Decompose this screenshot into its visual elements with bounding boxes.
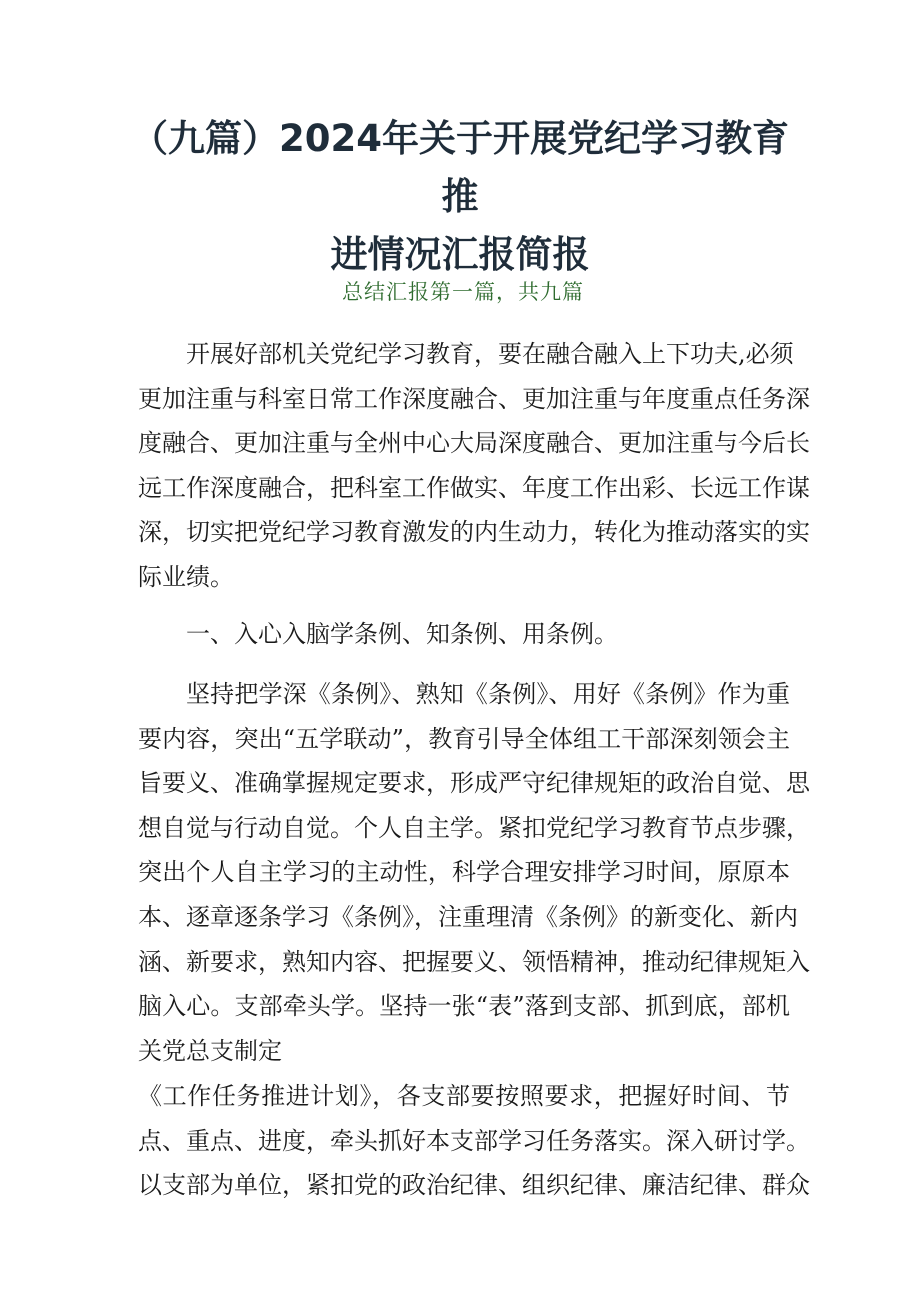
paragraph-1 — [138, 332, 810, 600]
document-title — [120, 110, 800, 284]
paragraph-3 — [138, 1074, 810, 1208]
paragraph-line: 开展好部机关党纪学习教育，要在融合融入上下功夫,必须 — [186, 340, 794, 368]
paragraph-line: 涵、新要求，熟知内容、把握要义、领悟精神，推动纪律规矩入 — [138, 947, 810, 976]
title-line-2: 进情况汇报简报 — [330, 233, 590, 276]
paragraph-line: 深，切实把党纪学习教育激发的内生动力，转化为推动落实的实 — [138, 518, 810, 547]
paragraph-line: 旨要义、准确掌握规定要求，形成严守纪律规矩的政治自觉、思 — [138, 769, 810, 798]
paragraph-line: 要内容，突出“五学联动”，教育引导全体组工干部深刻领会主 — [138, 724, 790, 753]
paragraph-line: 脑入心。支部牵头学。坚持一张“表”落到支部、抓到底，部机 — [138, 992, 790, 1021]
paragraph-line: 想自觉与行动自觉。个人自主学。紧扣党纪学习教育节点步骤， — [138, 813, 810, 842]
paragraph-line: 点、重点、进度，牵头抓好本支部学习任务落实。深入研讨学。 — [138, 1126, 810, 1155]
paragraph-line: 突出个人自主学习的主动性，科学合理安排学习时间，原原本 — [138, 858, 790, 887]
section-heading-1: 一、入心入脑学条例、知条例、用条例。 — [186, 620, 618, 648]
paragraph-line: 关党总支制定 — [138, 1036, 282, 1065]
document-subtitle: 总结汇报第一篇，共九篇 — [342, 280, 584, 304]
title-line-1: （九篇）2024年关于开展党纪学习教育推 — [131, 117, 789, 218]
paragraph-line: 更加注重与科室日常工作深度融合、更加注重与年度重点任务深 — [138, 384, 810, 413]
paragraph-line: 本、逐章逐条学习《条例》，注重理清《条例》的新变化、新内 — [138, 902, 798, 931]
paragraph-line: 坚持把学深《条例》、熟知《条例》、用好《条例》作为重 — [186, 680, 790, 708]
paragraph-line: 《工作任务推进计划》，各支部要按照要求，把握好时间、节 — [138, 1082, 790, 1110]
paragraph-line: 度融合、更加注重与全州中心大局深度融合、更加注重与今后长 — [138, 429, 810, 458]
paragraph-line: 际业绩。 — [138, 562, 234, 591]
paragraph-line: 远工作深度融合，把科室工作做实、年度工作出彩、长远工作谋 — [138, 473, 810, 502]
paragraph-line: 以支部为单位，紧扣党的政治纪律、组织纪律、廉洁纪律、群众 — [138, 1171, 810, 1200]
paragraph-2 — [138, 672, 810, 1073]
